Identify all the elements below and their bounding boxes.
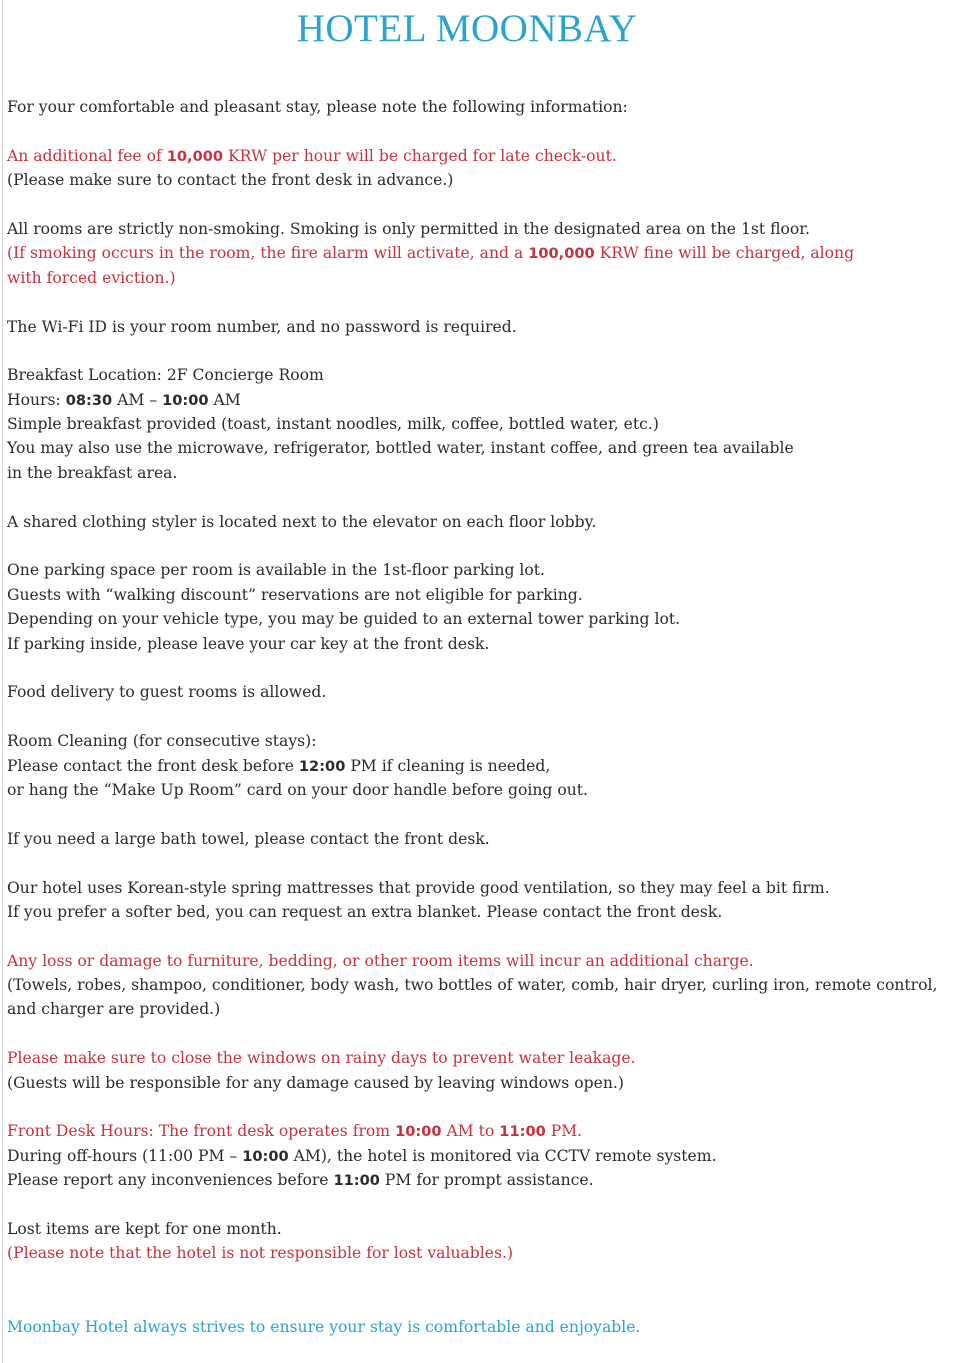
windows-warning: Please make sure to close the windows on rainy days to prevent water leakage. [7, 1049, 636, 1068]
front-desk-open-time: 10:00 [395, 1123, 442, 1141]
smoking-rule: All rooms are strictly non-smoking. Smoking is only permitted in the designated area on the 1st floor. [7, 219, 810, 238]
cleaning-heading: Room Cleaning (for consecutive stays): [7, 732, 317, 751]
amenities-list: (Towels, robes, shampoo, conditioner, body wash, two bottles of water, comb, hair dryer, curling iron, remote control, [7, 976, 938, 995]
breakfast-extra: You may also use the microwave, refrigerator, bottled water, instant coffee, and green tea available [7, 439, 794, 458]
front-desk-hours: Front Desk Hours: The front desk operates from 10:00 AM to 11:00 PM. [7, 1122, 583, 1141]
smoking-fine-amount: 100,000 [528, 245, 595, 263]
towel-info: If you need a large bath towel, please contact the front desk. [7, 829, 490, 848]
notice-body [7, 95, 952, 1339]
lost-items-note: (Please note that the hotel is not responsible for lost valuables.) [7, 1244, 514, 1263]
breakfast-location: Breakfast Location: 2F Concierge Room [7, 366, 324, 385]
late-checkout-amount: 10,000 [166, 147, 224, 165]
cleaning-card: or hang the “Make Up Room” card on your door handle before going out. [7, 780, 588, 799]
breakfast-start-time: 08:30 [65, 391, 113, 409]
cleaning-deadline: 12:00 [298, 757, 346, 775]
damage-warning: Any loss or damage to furniture, bedding, or other room items will incur an additional charge. [7, 951, 754, 970]
parking-line-1: One parking space per room is available in the 1st-floor parking lot. [7, 561, 546, 580]
breakfast-extra-cont: in the breakfast area. [7, 463, 178, 482]
parking-line-3: Depending on your vehicle type, you may be guided to an external tower parking lot. [7, 610, 681, 629]
intro-text: For your comfortable and pleasant stay, please note the following information: [7, 98, 628, 116]
windows-note: (Guests will be responsible for any damage caused by leaving windows open.) [7, 1073, 624, 1092]
off-hours-info: During off-hours (11:00 PM – 10:00 AM), the hotel is monitored via CCTV remote system. [7, 1146, 717, 1165]
report-deadline: 11:00 [333, 1172, 380, 1190]
wifi-info: The Wi-Fi ID is your room number, and no password is required. [7, 317, 517, 336]
lost-items-info: Lost items are kept for one month. [7, 1219, 282, 1238]
parking-line-4: If parking inside, please leave your car key at the front desk. [7, 634, 490, 653]
breakfast-provided: Simple breakfast provided (toast, instant noodles, milk, coffee, bottled water, etc.) [7, 415, 659, 434]
delivery-info: Food delivery to guest rooms is allowed. [7, 683, 327, 702]
report-info: Please report any inconveniences before 11:00 PM for prompt assistance. [7, 1171, 594, 1190]
late-checkout-note: (Please make sure to contact the front desk in advance.) [7, 171, 454, 190]
breakfast-hours: Hours: 08:30 AM – 10:00 AM [7, 390, 241, 409]
styler-info: A shared clothing styler is located next to the elevator on each floor lobby. [7, 512, 597, 531]
breakfast-end-time: 10:00 [162, 391, 209, 409]
mattress-line-1: Our hotel uses Korean-style spring mattresses that provide good ventilation, so they may feel a bit firm. [7, 878, 830, 897]
front-desk-close-time: 11:00 [499, 1123, 546, 1141]
page-title: HOTEL MOONBAY [296, 7, 638, 50]
closing-message: Moonbay Hotel always strives to ensure your stay is comfortable and enjoyable. [7, 1317, 641, 1336]
cleaning-contact: Please contact the front desk before 12:00 PM if cleaning is needed, [7, 756, 551, 775]
smoking-warning-cont: with forced eviction.) [7, 268, 176, 287]
late-checkout-fee: An additional fee of 10,000 KRW per hour will be charged for late check-out. [7, 146, 617, 165]
left-border-line [2, 0, 3, 1363]
off-hours-end-time: 10:00 [242, 1147, 289, 1165]
amenities-list-cont: and charger are provided.) [7, 1000, 221, 1019]
mattress-line-2: If you prefer a softer bed, you can request an extra blanket. Please contact the front desk. [7, 902, 723, 921]
parking-line-2: Guests with “walking discount” reservations are not eligible for parking. [7, 585, 583, 604]
smoking-warning: (If smoking occurs in the room, the fire alarm will activate, and a 100,000 KRW fine will be charged, along [7, 244, 855, 263]
